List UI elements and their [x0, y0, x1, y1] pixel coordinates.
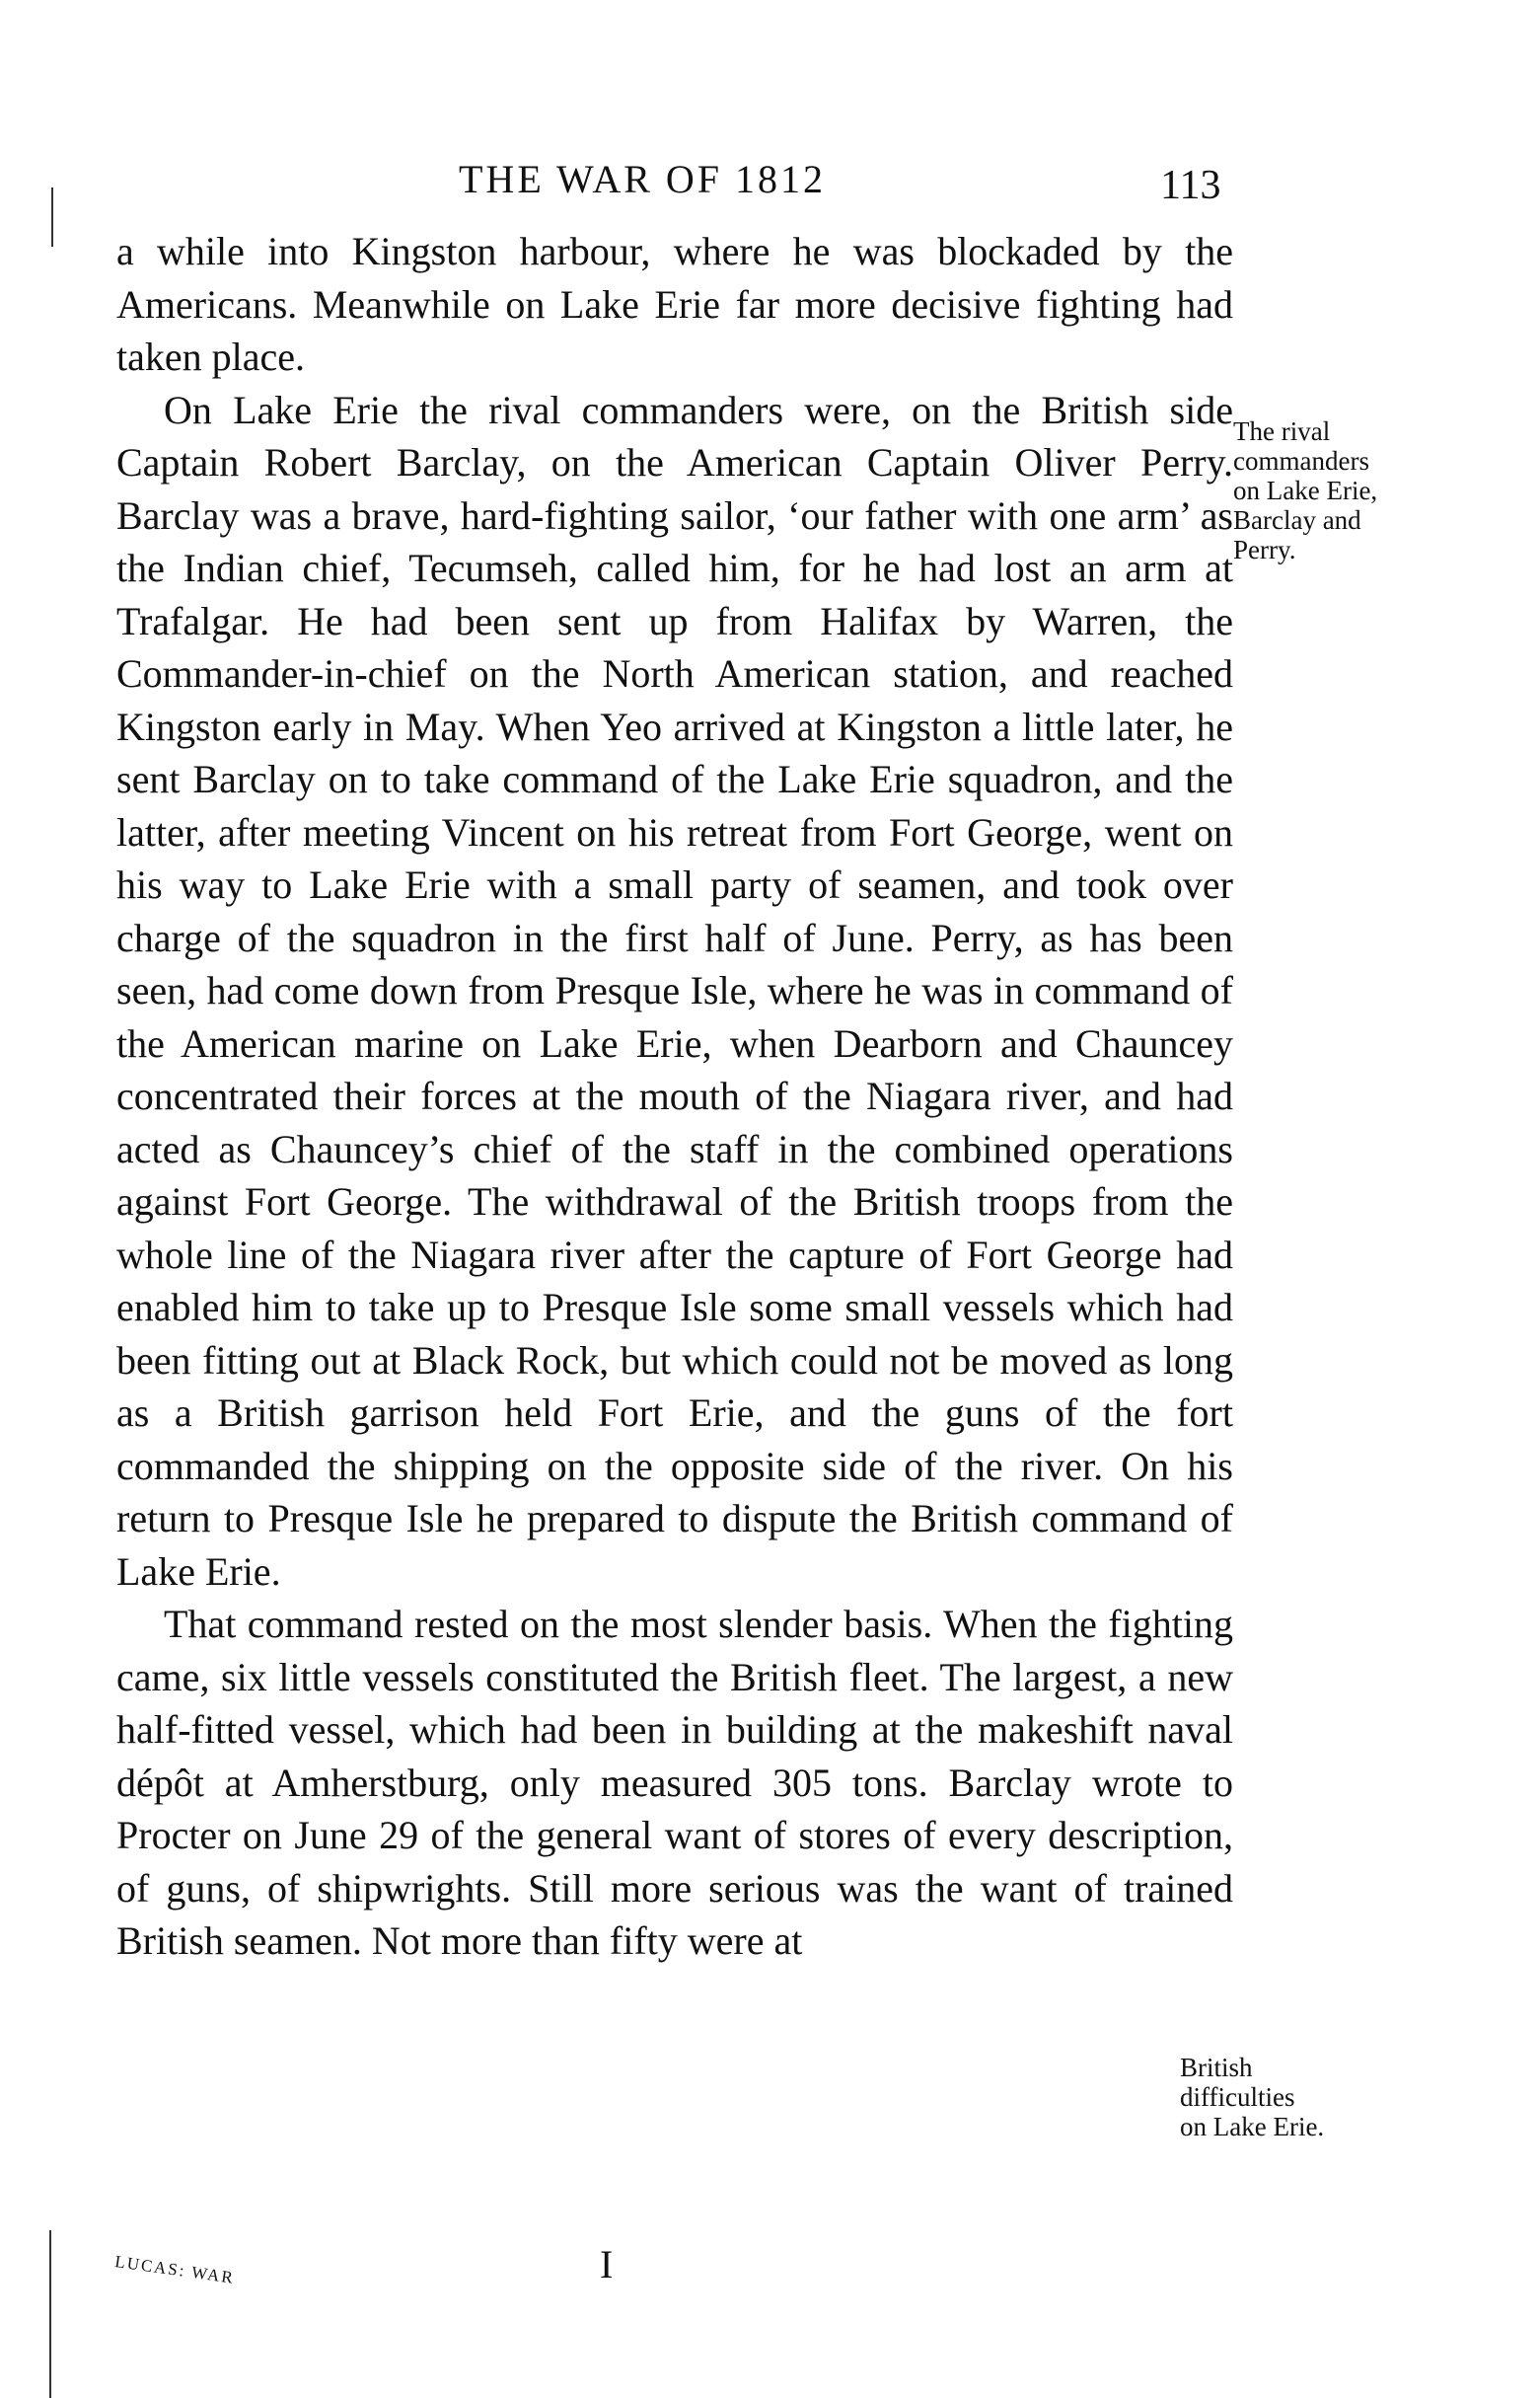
signature-mark: I	[600, 2242, 614, 2286]
page-number: 113	[1160, 163, 1221, 208]
running-title: THE WAR OF 1812	[459, 157, 827, 201]
margin-note-rival-commanders: The rival commanders on Lake Erie, Barclay and Perry.	[1233, 416, 1378, 564]
running-head	[0, 150, 1540, 209]
paragraph-british-command: That command rested on the most slender basis. When the fighting came, six little vessels constituted the British fleet. The largest, a new half-fitted vessel, which had been in building at the makeshift naval dépôt at Amherstburg, only measured 305 tons. Barclay wrote to Procter on June 29 of the general want of stores of every description, of guns, of shipwrights. Still more serious was the want of trained British seamen. Not more than fifty were at	[116, 1602, 1233, 1963]
scan-edge-mark	[49, 2230, 51, 2398]
paragraph-continuation: a while into Kingston harbour, where he was blockaded by the Americans. Meanwhile on Lake Erie far more decisive fighting had taken place.	[116, 229, 1233, 379]
body-text	[116, 225, 1233, 1968]
margin-note-british-difficulties: British difficulties on Lake Erie.	[1180, 2053, 1325, 2141]
printer-signature: LUCAS: WAR	[113, 2252, 236, 2287]
scan-edge-mark	[51, 187, 53, 247]
paragraph-rival-commanders: On Lake Erie the rival commanders were, on the British side Captain Robert Barclay, on the American Captain Oliver Perry. Barclay was a brave, hard-fighting sailor, ‘our father with one arm’ as the Indian chief, Tecumseh, called him, for he had lost an arm at Trafalgar. He had been sent up from Halifax by Warren, the Commander-in-chief on the North American station, and reached Kingston early in May. When Yeo arrived at Kingston a little later, he sent Barclay on to take command of the Lake Erie squadron, and the latter, after meeting Vincent on his retreat from Fort George, went on his way to Lake Erie with a small party of seamen, and took over charge of the squadron in the first half of June. Perry, as has been seen, had come down from Presque Isle, where he was in command of the American marine on Lake Erie, when Dearborn and Chauncey concentrated their forces at the mouth of the Niagara river, and had acted as Chauncey’s chief of the staff in the combined operations against Fort George. The withdrawal of the British troops from the whole line of the Niagara river after the capture of Fort George had enabled him to take up to Presque Isle some small vessels which had been fitting out at Black Rock, but which could not be moved as long as a British garrison held Fort Erie, and the guns of the fort commanded the shipping on the opposite side of the river. On his return to Presque Isle he prepared to dispute the British command of Lake Erie.	[116, 387, 1233, 1594]
